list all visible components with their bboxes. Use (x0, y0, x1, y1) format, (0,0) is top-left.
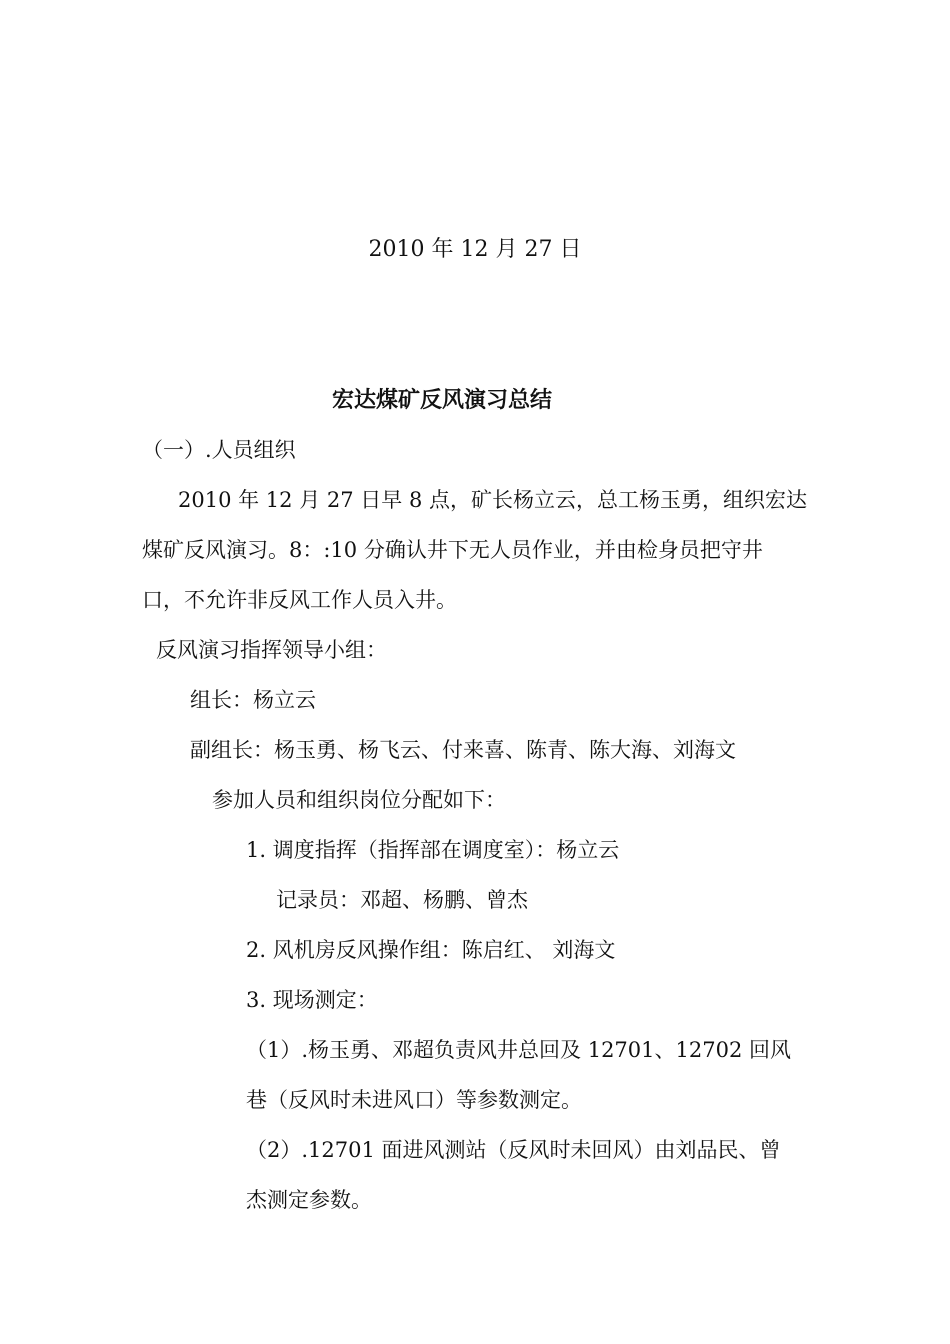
list-item-fan-room: 2. 风机房反风操作组：陈启红、 刘海文 (246, 938, 616, 962)
list-item-recorders: 记录员：邓超、杨鹏、曾杰 (276, 888, 528, 912)
section-heading: （一）.人员组织 (142, 438, 296, 462)
assignment-intro: 参加人员和组织岗位分配如下： (212, 788, 506, 812)
sub-item-1-line-2: 巷（反风时未进风口）等参数测定。 (246, 1088, 582, 1112)
group-leader: 组长：杨立云 (190, 688, 316, 712)
deputy-leaders: 副组长：杨玉勇、杨飞云、付来喜、陈青、陈大海、刘海文 (190, 738, 736, 762)
sub-item-2-line-1: （2）.12701 面进风测站（反风时未回风）由刘品民、曾 (246, 1138, 781, 1162)
list-item-dispatch: 1. 调度指挥（指挥部在调度室）：杨立云 (246, 838, 620, 862)
document-date: 2010 年 12 月 27 日 (368, 237, 582, 262)
intro-paragraph-line-1: 2010 年 12 月 27 日早 8 点，矿长杨立云，总工杨玉勇，组织宏达 (178, 488, 807, 512)
sub-item-1-line-1: （1）.杨玉勇、邓超负责风井总回及 12701、12702 回风 (246, 1038, 791, 1062)
command-group-heading: 反风演习指挥领导小组： (156, 638, 387, 662)
intro-paragraph-line-2: 煤矿反风演习。8：:10 分确认井下无人员作业，并由检身员把守井 (142, 538, 763, 562)
sub-item-2-line-2: 杰测定参数。 (246, 1188, 372, 1212)
list-item-field-measurement: 3. 现场测定： (246, 988, 378, 1012)
intro-paragraph-line-3: 口，不允许非反风工作人员入井。 (142, 588, 457, 612)
document-title: 宏达煤矿反风演习总结 (331, 387, 552, 413)
